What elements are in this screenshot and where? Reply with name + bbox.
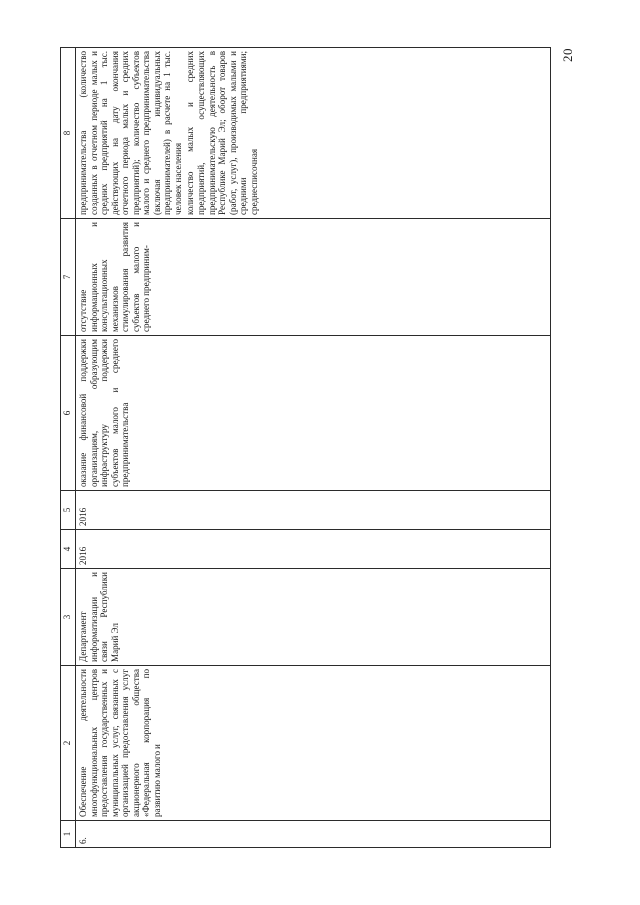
rotated-sheet <box>60 51 580 848</box>
colnum-2: 2 <box>61 666 76 821</box>
indicator-continuation: предпринимательства (количество созданных в отчетном периоде малых и средних предприятий на 1 тыс. действующих на дату окончания отчетного периода малых и средних предприятий); количество субъектов малого и среднего предпринимательства (включая индивидуальных предпринимателей) в расчете на 1 тыс. человек населения <box>78 51 183 215</box>
row-end-year: 2016 <box>76 491 551 530</box>
colnum-5: 5 <box>61 491 76 530</box>
row-number: 6. <box>76 821 551 848</box>
row-indicator <box>76 48 551 219</box>
page-number: 20 <box>560 48 575 62</box>
colnum-4: 4 <box>61 530 76 569</box>
indicator-current: количество малых и средних предприятий, осуществляющих предпринимательскую деятельность в Республике Марий Эл; оборот товаров (работ, услуг), производимых малыми и средними предприятиями; среднесписочная <box>185 51 259 215</box>
table-column-number-row <box>61 48 76 848</box>
colnum-8: 8 <box>61 48 76 219</box>
row-start-year: 2016 <box>76 530 551 569</box>
measures-table <box>60 47 551 848</box>
colnum-6: 6 <box>61 336 76 491</box>
row-executor: Департамент информатизации и связи Республики Марий Эл <box>76 569 551 666</box>
row-expected-result: оказание финансовой поддержки организациям, образующим инфраструктуру поддержки субъектов малого и среднего предпринимательства <box>76 336 551 491</box>
row-measure: Обеспечение деятельности многофункциональных центров предоставления государственных и муниципальных услуг, связанных с организацией предоставления услуг акционерного общества «Федеральная корпорация по развитию малого и <box>76 666 551 821</box>
colnum-1: 1 <box>61 821 76 848</box>
colnum-3: 3 <box>61 569 76 666</box>
colnum-7: 7 <box>61 219 76 336</box>
row-risk: отсутствие информационных и консультационных механизмов стимулирования развития субъектов малого и среднего предприним- <box>76 219 551 336</box>
table-row <box>76 48 551 848</box>
